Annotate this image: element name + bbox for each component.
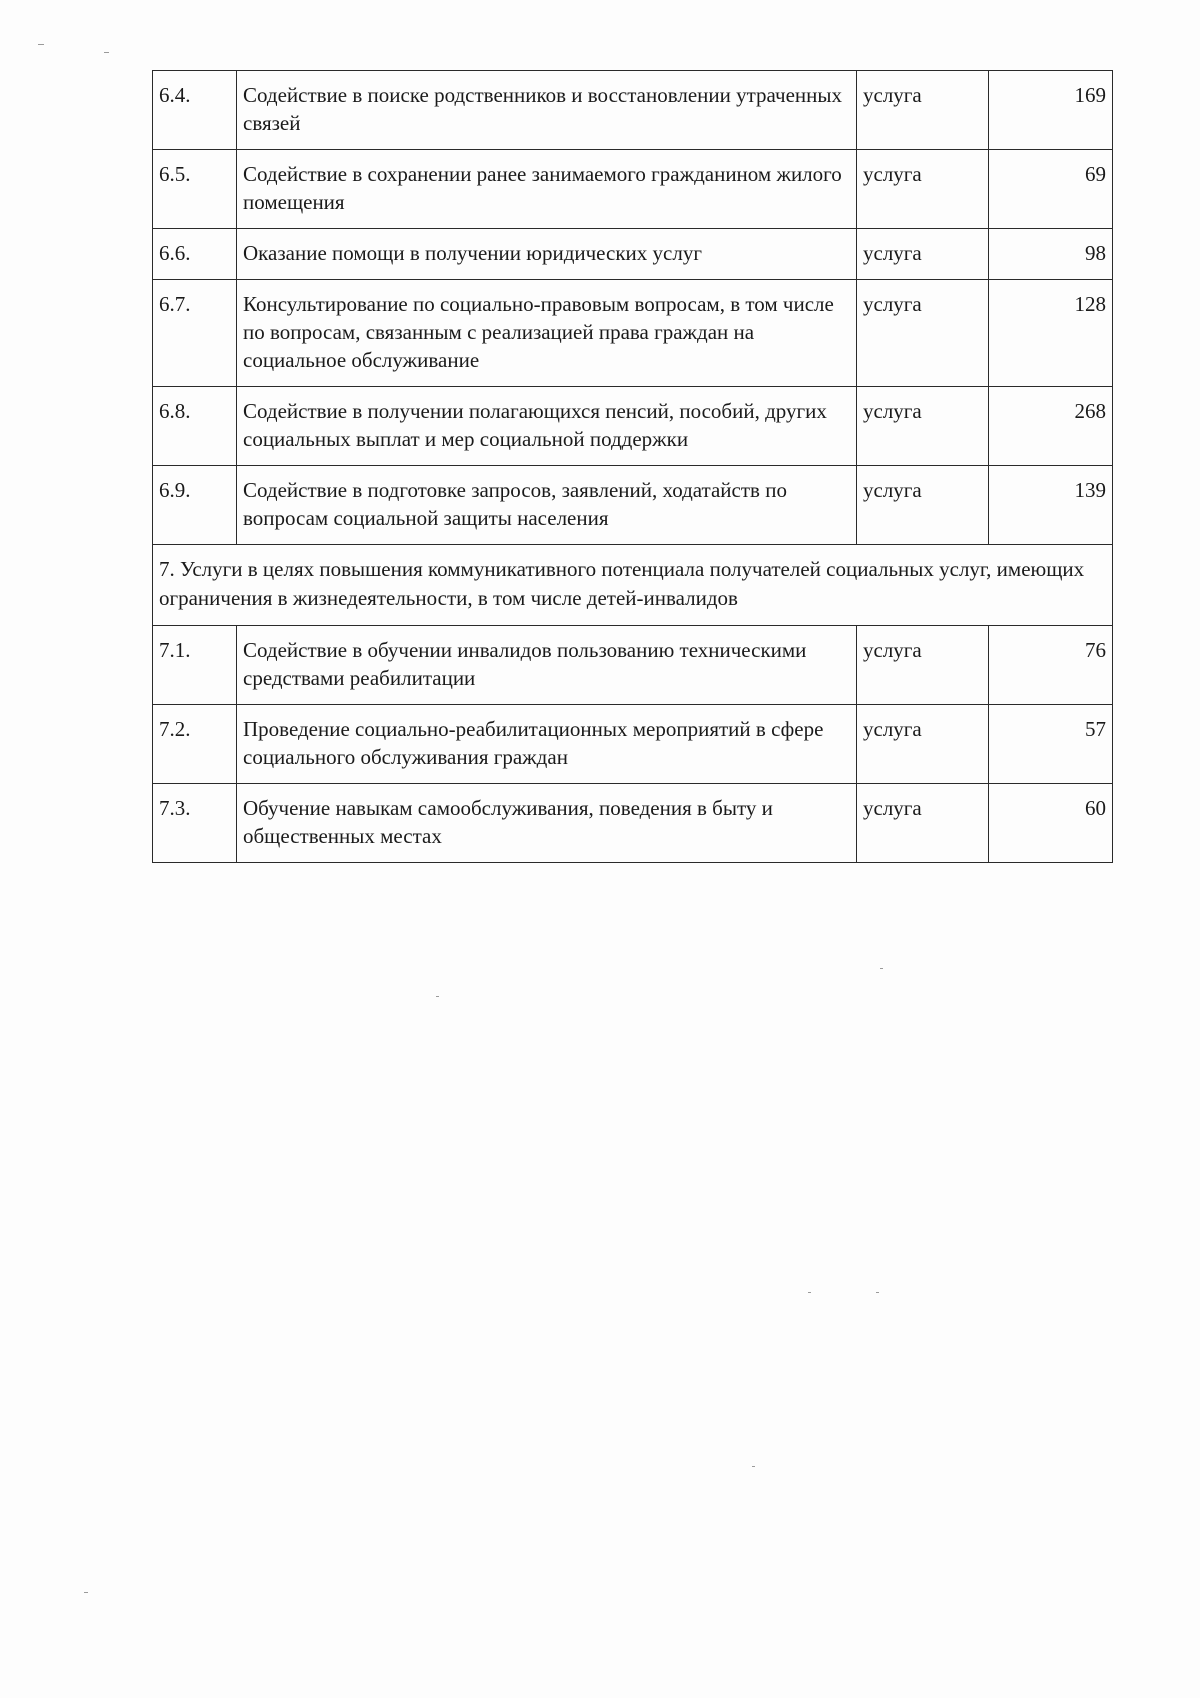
service-name: Оказание помощи в получении юридических услуг (237, 229, 857, 280)
service-value: 76 (989, 626, 1113, 705)
row-number: 6.4. (153, 71, 237, 150)
row-number: 7.3. (153, 784, 237, 863)
scan-speck (880, 968, 883, 969)
unit-of-measure: услуга (857, 466, 989, 545)
unit-of-measure: услуга (857, 387, 989, 466)
service-value: 60 (989, 784, 1113, 863)
row-number: 6.5. (153, 150, 237, 229)
service-value: 69 (989, 150, 1113, 229)
service-name: Содействие в подготовке запросов, заявлений, ходатайств по вопросам социальной защиты населения (237, 466, 857, 545)
table-row (153, 280, 1113, 387)
section-header-row (153, 545, 1113, 626)
unit-of-measure: услуга (857, 784, 989, 863)
table-row (153, 784, 1113, 863)
table-row (153, 626, 1113, 705)
service-name: Содействие в получении полагающихся пенсий, пособий, других социальных выплат и мер социальной поддержки (237, 387, 857, 466)
table-row (153, 387, 1113, 466)
unit-of-measure: услуга (857, 705, 989, 784)
scan-speck (436, 996, 439, 997)
service-value: 169 (989, 71, 1113, 150)
table-row (153, 466, 1113, 545)
service-value: 268 (989, 387, 1113, 466)
row-number: 7.2. (153, 705, 237, 784)
scan-speck (104, 52, 109, 53)
unit-of-measure: услуга (857, 71, 989, 150)
row-number: 6.9. (153, 466, 237, 545)
service-name: Содействие в обучении инвалидов пользованию техническими средствами реабилитации (237, 626, 857, 705)
row-number: 6.7. (153, 280, 237, 387)
service-value: 57 (989, 705, 1113, 784)
service-name: Консультирование по социально-правовым вопросам, в том числе по вопросам, связанным с реализацией права граждан на социальное обслуживание (237, 280, 857, 387)
unit-of-measure: услуга (857, 229, 989, 280)
service-value: 128 (989, 280, 1113, 387)
service-value: 98 (989, 229, 1113, 280)
scan-speck (84, 1592, 88, 1593)
row-number: 6.8. (153, 387, 237, 466)
services-table (152, 70, 1113, 863)
scan-speck (808, 1292, 811, 1293)
table-row (153, 705, 1113, 784)
scan-speck (752, 1466, 755, 1467)
scan-speck (38, 44, 44, 45)
table-row (153, 150, 1113, 229)
service-name: Содействие в поиске родственников и восстановлении утраченных связей (237, 71, 857, 150)
row-number: 6.6. (153, 229, 237, 280)
service-name: Проведение социально-реабилитационных мероприятий в сфере социального обслуживания граждан (237, 705, 857, 784)
unit-of-measure: услуга (857, 280, 989, 387)
section-7-title: 7. Услуги в целях повышения коммуникативного потенциала получателей социальных услуг, имеющих ограничения в жизнедеятельности, в том числе детей-инвалидов (153, 545, 1113, 626)
row-number: 7.1. (153, 626, 237, 705)
scan-speck (876, 1292, 879, 1293)
table-row (153, 229, 1113, 280)
service-name: Обучение навыкам самообслуживания, поведения в быту и общественных местах (237, 784, 857, 863)
table-row (153, 71, 1113, 150)
service-value: 139 (989, 466, 1113, 545)
service-name: Содействие в сохранении ранее занимаемого гражданином жилого помещения (237, 150, 857, 229)
unit-of-measure: услуга (857, 626, 989, 705)
unit-of-measure: услуга (857, 150, 989, 229)
